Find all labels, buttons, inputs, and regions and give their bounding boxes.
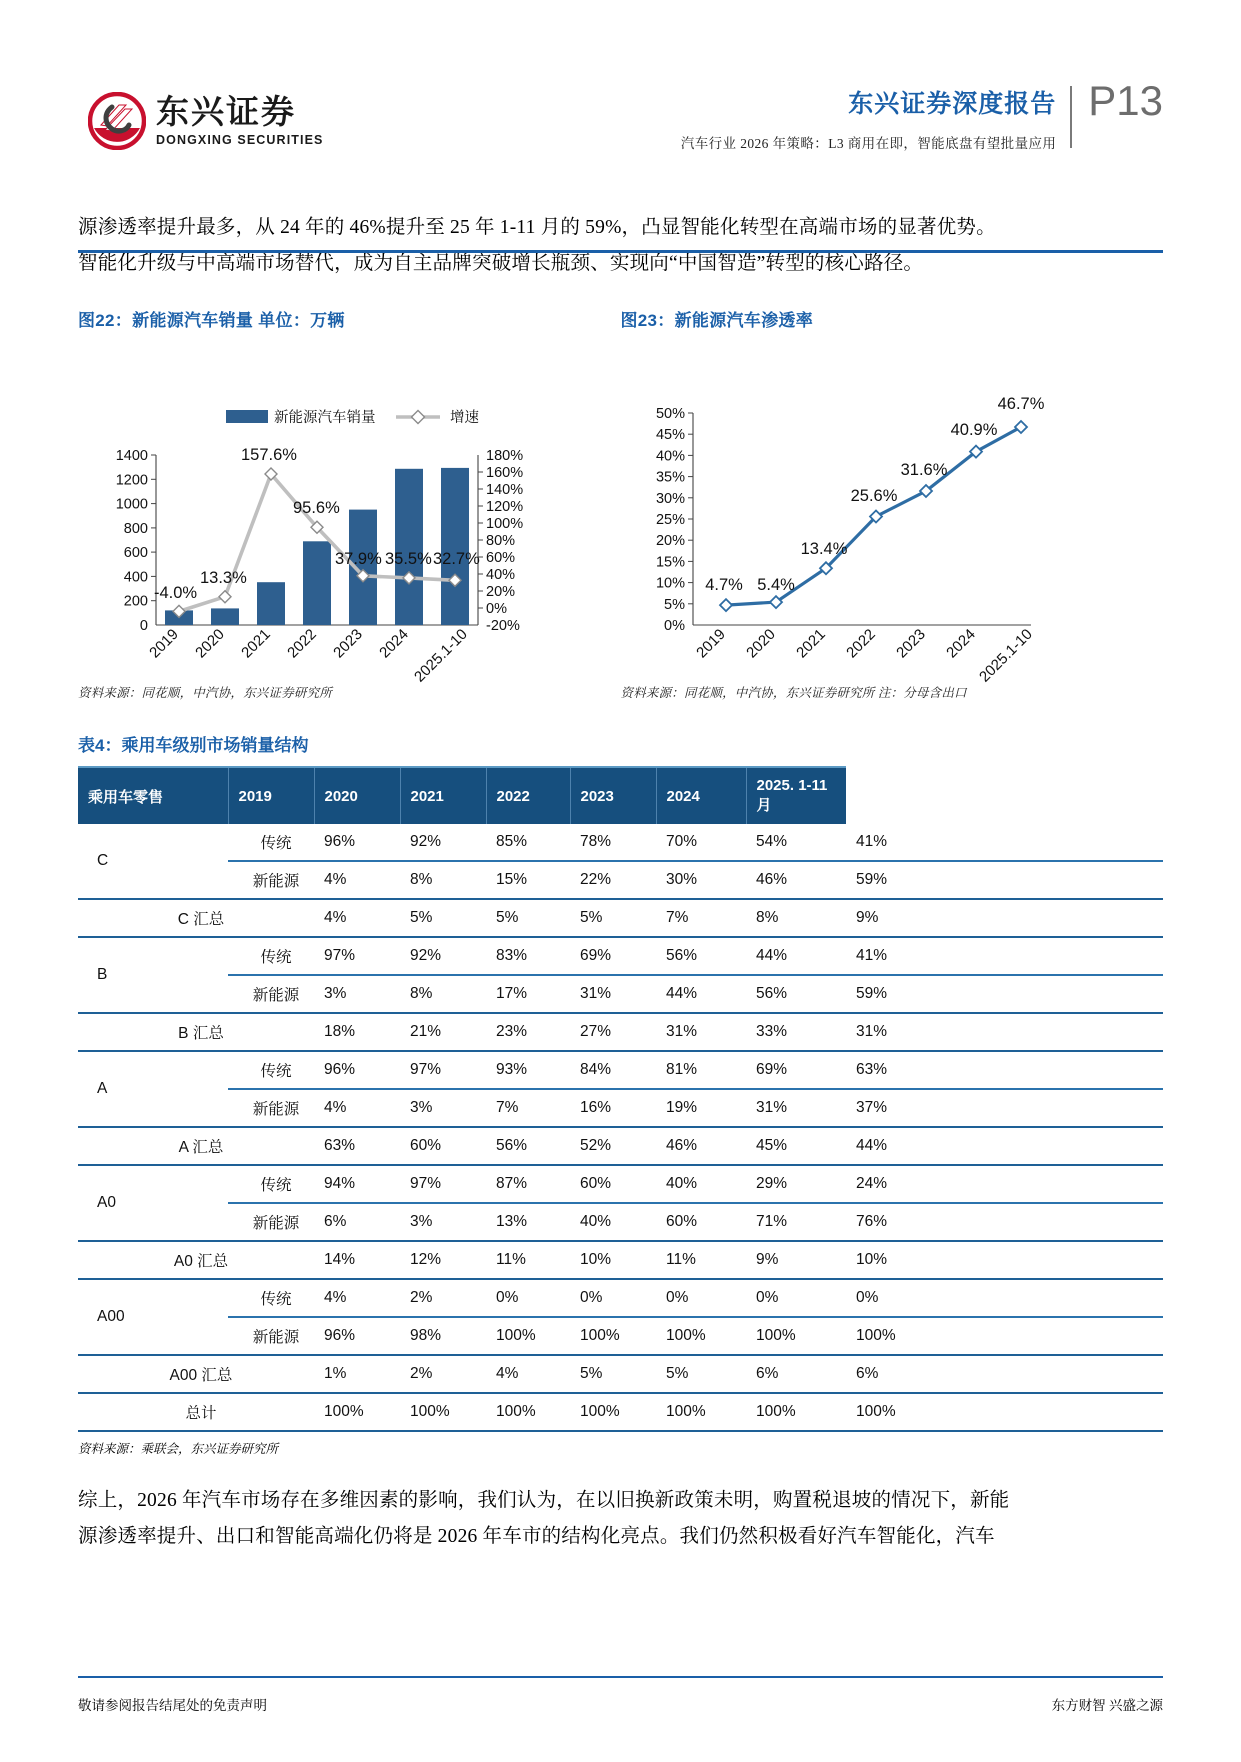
fig22-x-2023: 2023 [330, 625, 366, 662]
summary-label: A00 汇总 [78, 1355, 314, 1393]
table-cell: 17% [486, 975, 570, 1013]
table-cell: 59% [846, 861, 1163, 899]
summary-cell: 11% [656, 1241, 746, 1279]
subtype-label: 新能源 [228, 1089, 314, 1127]
summary-label: B 汇总 [78, 1013, 314, 1051]
table-row [78, 824, 1163, 861]
col-header-3: 2021 [400, 767, 486, 824]
table-cell: 60% [570, 1165, 656, 1203]
table-4-body [78, 824, 1163, 1431]
fig22-right-tick-40: 40% [486, 567, 516, 583]
fig23-x-2025: 2025.1-10 [975, 625, 1036, 683]
legend-label-bar: 新能源汽车销量 [274, 410, 376, 426]
company-logo [88, 92, 323, 150]
subtype-label: 新能源 [228, 1317, 314, 1355]
category-cell: B [78, 937, 228, 1013]
page-header [78, 78, 1163, 188]
summary-cell: 5% [486, 899, 570, 937]
subtype-label: 新能源 [228, 861, 314, 899]
summary-cell: 10% [570, 1241, 656, 1279]
footer-left-text: 敬请参阅报告结尾处的免责声明 [78, 1698, 267, 1713]
table-4-title: 表4：乘用车级别市场销量结构 [78, 736, 309, 755]
table-cell: 46% [746, 861, 846, 899]
table-cell: 24% [846, 1165, 1163, 1203]
figure-22-title: 图22：新能源汽车销量 单位：万辆 [78, 311, 345, 330]
closing-line-2: 源渗透率提升、出口和智能高端化仍将是 2026 年车市的结构化亮点。我们仍然积极看好汽车智能化，汽车 [78, 1526, 995, 1547]
fig23-tick-10: 10% [655, 575, 685, 592]
table-cell: 4% [314, 1089, 400, 1127]
total-label: 总计 [78, 1393, 314, 1431]
figure-22-svg [78, 353, 598, 683]
col-header-1: 2019 [228, 767, 314, 824]
fig23-tick-15: 15% [655, 554, 685, 571]
fig22-left-tick-1400: 1400 [115, 448, 148, 464]
fig22-right-tick-140: 140% [486, 482, 524, 498]
category-cell: A [78, 1051, 228, 1127]
closing-line-1: 综上，2026 年汽车市场存在多维因素的影响，我们认为，在以旧换新政策未明，购置税退坡的情况下，新能 [78, 1490, 1010, 1511]
table-cell: 54% [746, 824, 846, 861]
subtype-label: 传统 [228, 1051, 314, 1089]
fig22-label-2020: 13.3% [200, 569, 247, 587]
report-title: 东兴证券深度报告 [848, 90, 1057, 118]
table-cell: 56% [656, 937, 746, 975]
fig22-label-2019: -4.0% [154, 584, 198, 602]
table-row [78, 1317, 1163, 1355]
table-cell: 8% [400, 861, 486, 899]
fig22-right-tick-80: 80% [486, 533, 516, 549]
table-cell: 100% [746, 1317, 846, 1355]
table-cell: 81% [656, 1051, 746, 1089]
table-cell: 100% [656, 1317, 746, 1355]
table-summary-row [78, 899, 1163, 937]
total-cell: 100% [570, 1393, 656, 1431]
fig22-x-2022: 2022 [284, 625, 320, 662]
total-cell: 100% [486, 1393, 570, 1431]
fig22-left-tick-200: 200 [123, 593, 148, 610]
fig22-label-2023: 37.9% [335, 550, 382, 568]
fig22-right-tick-neg20: -20% [486, 618, 520, 634]
table-cell: 96% [314, 1051, 400, 1089]
fig23-tick-45: 45% [655, 427, 685, 444]
intro-line-1: 源渗透率提升最多，从 24 年的 46%提升至 25 年 1-11 月的 59%，凸显智能化转型在高端市场的显著优势。 [78, 217, 996, 238]
fig23-tick-40: 40% [655, 448, 685, 465]
col-header-0: 乘用车零售 [78, 767, 228, 824]
table-cell: 19% [656, 1089, 746, 1127]
fig23-x-2020: 2020 [742, 625, 779, 662]
summary-cell: 9% [746, 1241, 846, 1279]
dongxing-logo-icon [88, 92, 146, 150]
summary-cell: 9% [846, 899, 1163, 937]
footer-rule [78, 1676, 1163, 1678]
summary-cell: 33% [746, 1013, 846, 1051]
summary-cell: 18% [314, 1013, 400, 1051]
table-cell: 59% [846, 975, 1163, 1013]
table-cell: 7% [486, 1089, 570, 1127]
table-cell: 41% [846, 824, 1163, 861]
table-cell: 44% [656, 975, 746, 1013]
summary-cell: 5% [400, 899, 486, 937]
summary-cell: 5% [570, 1355, 656, 1393]
table-cell: 85% [486, 824, 570, 861]
table-cell: 96% [314, 1317, 400, 1355]
table-cell: 63% [846, 1051, 1163, 1089]
summary-cell: 6% [746, 1355, 846, 1393]
figure-23-source: 资料来源：同花顺，中汽协，东兴证券研究所 注：分母含出口 [620, 686, 967, 700]
table-row [78, 1203, 1163, 1241]
table-cell: 100% [486, 1317, 570, 1355]
closing-paragraph [78, 1483, 1163, 1555]
total-cell: 100% [314, 1393, 400, 1431]
table-cell: 3% [400, 1089, 486, 1127]
summary-cell: 60% [400, 1127, 486, 1165]
figure-23-plot [621, 353, 1164, 683]
summary-cell: 5% [656, 1355, 746, 1393]
fig23-label-2024: 40.9% [950, 421, 997, 439]
summary-cell: 1% [314, 1355, 400, 1393]
summary-label: A 汇总 [78, 1127, 314, 1165]
table-cell: 0% [486, 1279, 570, 1317]
table-cell: 8% [400, 975, 486, 1013]
subtype-label: 传统 [228, 824, 314, 861]
logo-english-name: DONGXING SECURITIES [156, 132, 324, 147]
summary-cell: 5% [570, 899, 656, 937]
table-cell: 97% [400, 1165, 486, 1203]
fig22-right-tick-60: 60% [486, 550, 516, 566]
figure-22 [78, 306, 621, 701]
table-summary-row [78, 1013, 1163, 1051]
summary-cell: 2% [400, 1355, 486, 1393]
total-cell: 100% [846, 1393, 1163, 1431]
table-cell: 97% [400, 1051, 486, 1089]
table-4-head [78, 767, 1163, 824]
summary-cell: 12% [400, 1241, 486, 1279]
figure-23-title: 图23：新能源汽车渗透率 [620, 311, 814, 330]
summary-cell: 8% [746, 899, 846, 937]
fig22-left-tick-1000: 1000 [115, 496, 148, 513]
table-cell: 3% [314, 975, 400, 1013]
table-cell: 40% [570, 1203, 656, 1241]
subtype-label: 新能源 [228, 975, 314, 1013]
fig23-x-2019: 2019 [692, 625, 729, 662]
table-cell: 3% [400, 1203, 486, 1241]
table-cell: 92% [400, 824, 486, 861]
fig22-right-tick-0: 0% [486, 601, 507, 617]
table-row [78, 1165, 1163, 1203]
legend-marker-growth [412, 411, 425, 424]
page-number: P13 [1088, 77, 1163, 124]
intro-line-2: 智能化升级与中高端市场替代，成为自主品牌突破增长瓶颈、实现向“中国智造”转型的核心路径。 [78, 253, 924, 274]
table-cell: 13% [486, 1203, 570, 1241]
summary-cell: 63% [314, 1127, 400, 1165]
table-cell: 97% [314, 937, 400, 975]
table-cell: 70% [656, 824, 746, 861]
table-cell: 60% [656, 1203, 746, 1241]
table-cell: 0% [746, 1279, 846, 1317]
col-header-5: 2023 [570, 767, 656, 824]
table-cell: 15% [486, 861, 570, 899]
fig22-label-2025: 32.7% [433, 550, 480, 568]
table-cell: 2% [400, 1279, 486, 1317]
fig22-right-tick-100: 100% [486, 516, 524, 532]
fig23-label-2020: 5.4% [756, 576, 795, 594]
summary-cell: 11% [486, 1241, 570, 1279]
summary-cell: 44% [846, 1127, 1163, 1165]
summary-cell: 52% [570, 1127, 656, 1165]
figure-22-source: 资料来源：同花顺，中汽协，东兴证券研究所 [78, 686, 333, 700]
fig22-x-2024: 2024 [376, 625, 412, 662]
page-footer [78, 1694, 1163, 1714]
header-rule [78, 250, 1163, 253]
table-cell: 71% [746, 1203, 846, 1241]
fig22-label-2024: 35.5% [385, 550, 432, 568]
header-right-block [680, 77, 1163, 152]
table-row [78, 1051, 1163, 1089]
category-cell: C [78, 824, 228, 899]
table-cell: 100% [846, 1317, 1163, 1355]
table-row [78, 1279, 1163, 1317]
fig23-tick-20: 20% [655, 533, 685, 550]
table-row [78, 1089, 1163, 1127]
figure-22-plot [78, 353, 621, 683]
fig22-left-tick-400: 400 [123, 569, 148, 586]
summary-cell: 56% [486, 1127, 570, 1165]
summary-cell: 10% [846, 1241, 1163, 1279]
table-cell: 41% [846, 937, 1163, 975]
fig22-left-tick-1200: 1200 [115, 472, 148, 489]
table-cell: 40% [656, 1165, 746, 1203]
subtype-label: 传统 [228, 937, 314, 975]
summary-cell: 4% [314, 899, 400, 937]
fig23-label-2023: 31.6% [900, 461, 947, 479]
fig23-label-2021: 13.4% [800, 540, 847, 558]
fig23-x-2024: 2024 [942, 625, 979, 662]
charts-row [78, 306, 1163, 701]
fig22-x-2025: 2025.1-10 [411, 625, 471, 683]
document-page [0, 78, 1241, 1762]
logo-chinese-name: 东兴证券 [156, 93, 296, 131]
summary-label: C 汇总 [78, 899, 314, 937]
footer-right-text: 东方财智 兴盛之源 [1051, 1698, 1163, 1713]
summary-cell: 6% [846, 1355, 1163, 1393]
fig22-right-tick-160: 160% [486, 465, 524, 481]
summary-cell: 7% [656, 899, 746, 937]
table-summary-row [78, 1241, 1163, 1279]
table-cell: 31% [746, 1089, 846, 1127]
table-cell: 98% [400, 1317, 486, 1355]
summary-label: A0 汇总 [78, 1241, 314, 1279]
table-header-row [78, 767, 1163, 824]
table-cell: 69% [746, 1051, 846, 1089]
table-cell: 6% [314, 1203, 400, 1241]
fig22-x-2021: 2021 [238, 625, 274, 662]
fig23-label-2022: 25.6% [850, 487, 897, 505]
fig22-x-2020: 2020 [192, 625, 228, 662]
summary-cell: 45% [746, 1127, 846, 1165]
fig23-tick-30: 30% [655, 490, 685, 507]
summary-cell: 27% [570, 1013, 656, 1051]
table-cell: 96% [314, 824, 400, 861]
summary-cell: 23% [486, 1013, 570, 1051]
table-4 [78, 766, 1163, 1432]
fig22-right-tick-120: 120% [486, 499, 524, 515]
table-cell: 37% [846, 1089, 1163, 1127]
fig23-x-2023: 2023 [892, 625, 929, 662]
fig23-label-2019: 4.7% [704, 576, 743, 594]
table-summary-row [78, 1355, 1163, 1393]
page-content [78, 188, 1163, 1555]
intro-paragraph [78, 210, 1163, 282]
table-cell: 87% [486, 1165, 570, 1203]
summary-cell: 46% [656, 1127, 746, 1165]
col-header-7: 2025. 1-11 月 [746, 767, 846, 824]
total-cell: 100% [746, 1393, 846, 1431]
summary-cell: 31% [846, 1013, 1163, 1051]
fig23-tick-25: 25% [655, 512, 685, 528]
fig22-x-2019: 2019 [146, 625, 182, 662]
table-row [78, 975, 1163, 1013]
table-cell: 78% [570, 824, 656, 861]
table-row [78, 937, 1163, 975]
table-cell: 94% [314, 1165, 400, 1203]
table-cell: 31% [570, 975, 656, 1013]
table-cell: 69% [570, 937, 656, 975]
report-subtitle: 汽车行业 2026 年策略：L3 商用在即，智能底盘有望批量应用 [680, 136, 1057, 151]
fig23-tick-5: 5% [663, 596, 685, 613]
table-cell: 0% [656, 1279, 746, 1317]
category-cell: A00 [78, 1279, 228, 1355]
col-header-6: 2024 [656, 767, 746, 824]
fig22-left-tick-800: 800 [123, 520, 148, 537]
table-cell: 4% [314, 861, 400, 899]
table-cell: 100% [570, 1317, 656, 1355]
summary-cell: 14% [314, 1241, 400, 1279]
subtype-label: 传统 [228, 1165, 314, 1203]
legend-label-growth: 增速 [450, 410, 479, 426]
table-cell: 4% [314, 1279, 400, 1317]
col-header-4: 2022 [486, 767, 570, 824]
figure-23 [621, 306, 1164, 701]
fig22-label-2022: 95.6% [293, 499, 340, 517]
summary-cell: 31% [656, 1013, 746, 1051]
total-cell: 100% [400, 1393, 486, 1431]
table-cell: 29% [746, 1165, 846, 1203]
table-4-source: 资料来源：乘联会，东兴证券研究所 [78, 1442, 279, 1456]
table-cell: 16% [570, 1089, 656, 1127]
fig23-x-2021: 2021 [792, 625, 829, 662]
fig23-label-2025: 46.7% [997, 395, 1044, 413]
fig22-left-tick-600: 600 [123, 545, 148, 562]
legend-swatch-bar [226, 410, 268, 423]
table-cell: 56% [746, 975, 846, 1013]
table-row [78, 861, 1163, 899]
table-cell: 0% [846, 1279, 1163, 1317]
total-cell: 100% [656, 1393, 746, 1431]
table-cell: 22% [570, 861, 656, 899]
fig23-tick-0: 0% [663, 618, 685, 634]
table-cell: 93% [486, 1051, 570, 1089]
table-summary-row [78, 1127, 1163, 1165]
fig23-tick-50: 50% [655, 406, 685, 422]
category-cell: A0 [78, 1165, 228, 1241]
fig22-left-tick-0: 0 [139, 618, 148, 634]
summary-cell: 21% [400, 1013, 486, 1051]
table-cell: 83% [486, 937, 570, 975]
fig22-right-tick-20: 20% [486, 584, 516, 600]
summary-cell: 4% [486, 1355, 570, 1393]
figure-23-svg [621, 353, 1141, 683]
fig23-tick-35: 35% [655, 469, 685, 486]
table-cell: 84% [570, 1051, 656, 1089]
subtype-label: 传统 [228, 1279, 314, 1317]
table-cell: 92% [400, 937, 486, 975]
table-total-row [78, 1393, 1163, 1431]
fig22-label-2021: 157.6% [241, 446, 297, 464]
table-cell: 0% [570, 1279, 656, 1317]
table-cell: 30% [656, 861, 746, 899]
table-cell: 44% [746, 937, 846, 975]
fig22-right-tick-180: 180% [486, 448, 524, 464]
col-header-2: 2020 [314, 767, 400, 824]
subtype-label: 新能源 [228, 1203, 314, 1241]
table-cell: 76% [846, 1203, 1163, 1241]
fig23-x-2022: 2022 [842, 625, 879, 662]
